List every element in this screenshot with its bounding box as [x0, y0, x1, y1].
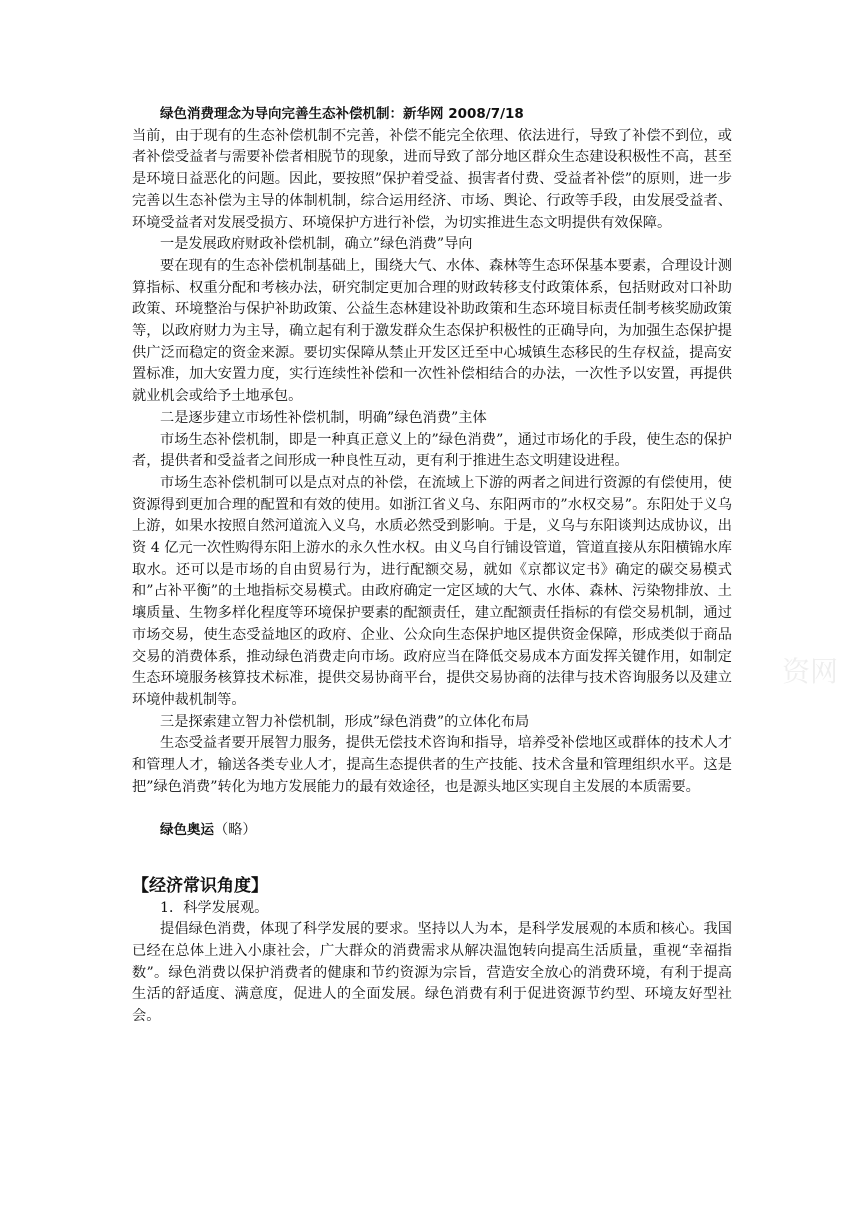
- article-intro: 当前，由于现有的生态补偿机制不完善，补偿不能完全依理、依法进行，导致了补偿不到位，或者补偿受益者与需要补偿者相脱节的现象，进而导致了部分地区群众生态建设积极性不高，甚至是环境日益恶化的问题。因此，要按照”保护着受益、损害者付费、受益者补偿”的原则，进一步完善以生态补偿为主导的体制机制，综合运用经济、市场、舆论、行政等手段，由发展受益者、环境受益者对发展受损方、环境保护方进行补偿，为切实推进生态文明提供有效保障。: [132, 127, 732, 231]
- econ-item-1: 1．科学发展观。: [160, 899, 269, 916]
- olympics-note: （略）: [214, 822, 257, 839]
- section2-body-1: 市场生态补偿机制，即是一种真正意义上的”绿色消费”，通过市场化的手段，使生态的保护者，提供者和受益者之间形成一种良性互动，更有利于推进生态文明建设进程。: [132, 431, 732, 470]
- olympics-line: [132, 820, 732, 842]
- section3-body: 生态受益者要开展智力服务，提供无偿技术咨询和指导，培养受补偿地区或群体的技术人才和管理人才，输送各类专业人才，提高生态提供者的生产技能、技术含量和管理组织水平。这是把”绿色消费”转化为地方发展能力的最有效途径，也是源头地区实现自主发展的本质需要。: [132, 735, 732, 795]
- section3-heading: 三是探索建立智力补偿机制，形成”绿色消费”的立体化布局: [160, 713, 530, 730]
- section2-body-2: 市场生态补偿机制可以是点对点的补偿，在流域上下游的两者之间进行资源的有偿使用，使资源得到更加合理的配置和有效的使用。如浙江省义乌、东阳两市的”水权交易”。东阳处于义乌上游，如果水按照自然河道流入义乌，水质必然受到影响。于是，义乌与东阳谈判达成协议，出资 4 亿元一次性购得东阳上游水的永久性水权。由义乌自行铺设管道，管道直接从东阳横锦水库取水。还可以是市场的自由贸易行为，进行配额交易，就如《京都议定书》确定的碳交易模式和”占补平衡”的土地指标交易模式。由政府确定一定区域的大气、水体、森林、污染物排放、土壤质量、生物多样化程度等环境保护要素的配额责任，建立配额责任指标的有偿交易机制，通过市场交易，使生态受益地区的政府、企业、公众向生态保护地区提供资金保障，形成类似于商品交易的消费体系，推动绿色消费走向市场。政府应当在降低交易成本方面发挥关键作用，如制定生态环境服务核算技术标准，提供交易协商平台，提供交易协商的法律与技术咨询服务以及建立环境仲裁机制等。: [132, 474, 732, 708]
- section1-heading: 一是发展政府财政补偿机制，确立”绿色消费”导向: [160, 236, 473, 253]
- econ-body: 提倡绿色消费，体现了科学发展的要求。坚持以人为本，是科学发展观的本质和核心。我国已经在总体上进入小康社会，广大群众的消费需求从解决温饱转向提高生活质量，重视“幸福指数”。绿色消费以保护消费者的健康和节约资源为宗旨，营造安全放心的消费环境，有利于提高生活的舒适度、满意度，促进人的全面发展。绿色消费有利于促进资源节约型、环境友好型社会。: [132, 921, 732, 1025]
- blank-line-2: [132, 842, 732, 864]
- blank-line: [132, 799, 732, 821]
- section2-heading: 二是逐步建立市场性补偿机制，明确”绿色消费”主体: [160, 409, 487, 426]
- econ-heading: 【经济常识角度】: [132, 875, 268, 896]
- watermark: 资网: [782, 655, 839, 688]
- olympics-label: 绿色奥运: [160, 822, 214, 839]
- article-title: 绿色消费理念为导向完善生态补偿机制：新华网 2008/7/18: [160, 106, 524, 122]
- document-page: [132, 104, 732, 1028]
- section1-body: 要在现有的生态补偿机制基础上，围绕大气、水体、森林等生态环保基本要素，合理设计测算指标、权重分配和考核办法，研究制定更加合理的财政转移支付政策体系，包括财政对口补助政策、环境整治与保护补助政策、公益生态林建设补助政策和生态环境目标责任制考核奖励政策等，以政府财力为主导，确立起有利于激发群众生态保护积极性的正确导向，为加强生态保护提供广泛而稳定的资金来源。要切实保障从禁止开发区迁至中心城镇生态移民的生存权益，提高安置标准，加大安置力度，实行连续性补偿和一次性补偿相结合的办法，一次性予以安置，再提供就业机会或给予土地承包。: [132, 257, 732, 405]
